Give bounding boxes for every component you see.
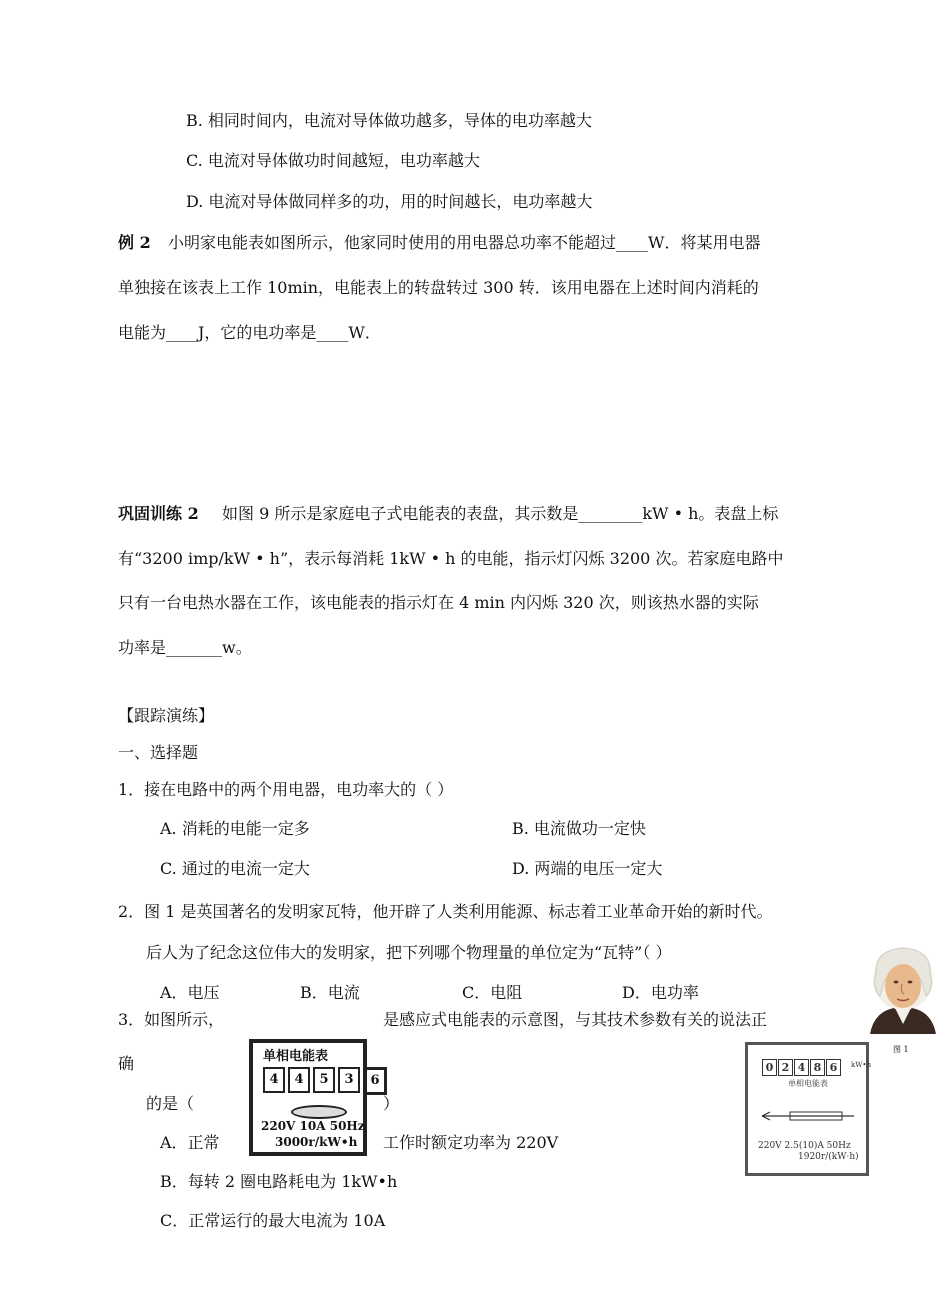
- meter-rate: 3000r/kW•h: [275, 1135, 358, 1149]
- question-1-option-a: A. 消耗的电能一定多: [160, 819, 310, 838]
- section-heading: 【跟踪演练】: [118, 706, 215, 725]
- option-c-line: C. 电流对导体做功时间越短，电功率越大: [186, 151, 480, 170]
- energy-meter-figure-2: [745, 1042, 872, 1176]
- question-3-option-b: B．每转 2 圈电路耗电为 1kW•h: [160, 1172, 398, 1191]
- energy-meter-figure: [249, 1039, 380, 1156]
- training-2-text-3: 只有一台电热水器在工作，该电能表的指示灯在 4 min 内闪烁 320 次，则该热水器的实际: [118, 593, 759, 612]
- question-2-line-2: 后人为了纪念这位伟大的发明家，把下列哪个物理量的单位定为“瓦特”（ ）: [146, 943, 672, 962]
- meter-2-digit: 0: [762, 1059, 777, 1076]
- training-2-text-2: 有“3200 imp/kW • h”，表示每消耗 1kW • h 的电能，指示灯闪烁 3200 次。若家庭电路中: [118, 549, 784, 568]
- question-1-option-c: C. 通过的电流一定大: [160, 859, 310, 878]
- example-2-text-1: 小明家电能表如图所示，他家同时使用的用电器总功率不能超过____W．将某用电器: [168, 233, 761, 252]
- option-b-line: B. 相同时间内，电流对导体做功越多，导体的电功率越大: [186, 111, 592, 130]
- question-2-option-d: D．电功率: [622, 983, 699, 1002]
- training-2-text-1: 如图 9 所示是家庭电子式电能表的表盘，其示数是________kW • h。表盘上标: [222, 504, 779, 523]
- meter-2-rate: 1920r/(kW·h): [798, 1152, 859, 1162]
- meter-title: 单相电能表: [263, 1049, 329, 1064]
- question-2: 2．图 1 是英国著名的发明家瓦特，他开辟了人类利用能源、标志着工业革命开始的新时代。: [118, 902, 773, 921]
- question-3-prompt-close: ）: [383, 1094, 400, 1113]
- meter-2-digits: [762, 1059, 842, 1076]
- meter-2-digit: 6: [826, 1059, 841, 1076]
- option-d-line: D. 电流对导体做同样多的功，用的时间越长，电功率越大: [186, 192, 593, 211]
- question-3-wrap: 确: [118, 1054, 135, 1073]
- meter-digit: 5: [313, 1067, 335, 1093]
- meter-disc-icon: [291, 1105, 347, 1119]
- watt-portrait-icon: [864, 942, 942, 1034]
- meter-digit: 3: [338, 1067, 360, 1093]
- question-2-option-c: C．电阻: [462, 983, 523, 1002]
- meter-2-digit: 4: [794, 1059, 809, 1076]
- figure-1-caption: 图 1: [893, 1045, 909, 1054]
- question-3-continued: 是感应式电能表的示意图，与其技术参数有关的说法正: [383, 1010, 768, 1029]
- question-3-prompt: 的是（: [146, 1094, 195, 1113]
- training-2-label: 巩固训练 2: [118, 504, 199, 523]
- meter-2-name: 单相电能表: [788, 1079, 828, 1088]
- meter-digit: 4: [288, 1067, 310, 1093]
- question-1-option-d: D. 两端的电压一定大: [512, 859, 663, 878]
- training-2-text-4: 功率是_______w。: [118, 638, 252, 657]
- meter-2-spec: 220V 2.5(10)A 50Hz: [758, 1141, 851, 1151]
- question-1-option-b: B. 电流做功一定快: [512, 819, 646, 838]
- question-3-option-a-start: A．正常: [160, 1133, 220, 1152]
- example-2-label: 例 2: [118, 233, 151, 252]
- question-3-option-c: C．正常运行的最大电流为 10A: [160, 1211, 386, 1230]
- meter-digit: 4: [263, 1067, 285, 1093]
- meter-2-digit: 8: [810, 1059, 825, 1076]
- question-2-option-b: B．电流: [300, 983, 360, 1002]
- meter-2-unit: kW•h: [851, 1061, 872, 1069]
- meter-2-disc-icon: [760, 1109, 856, 1123]
- meter-digit-decimal: 6: [363, 1067, 387, 1095]
- meter-2-digit: 2: [778, 1059, 793, 1076]
- meter-spec: 220V 10A 50Hz: [261, 1119, 365, 1133]
- part-heading: 一、选择题: [118, 743, 199, 762]
- question-3-start: 3．如图所示，: [118, 1010, 225, 1029]
- meter-digits: [263, 1067, 390, 1095]
- example-2-text-2: 单独接在该表上工作 10min，电能表上的转盘转过 300 转．该用电器在上述时间内消耗的: [118, 278, 759, 297]
- question-1: 1．接在电路中的两个用电器，电功率大的（ ）: [118, 780, 454, 799]
- question-2-option-a: A．电压: [160, 983, 220, 1002]
- question-3-option-a-end: 工作时额定功率为 220V: [383, 1133, 559, 1152]
- example-2-text-3: 电能为____J，它的电功率是____W．: [118, 323, 381, 342]
